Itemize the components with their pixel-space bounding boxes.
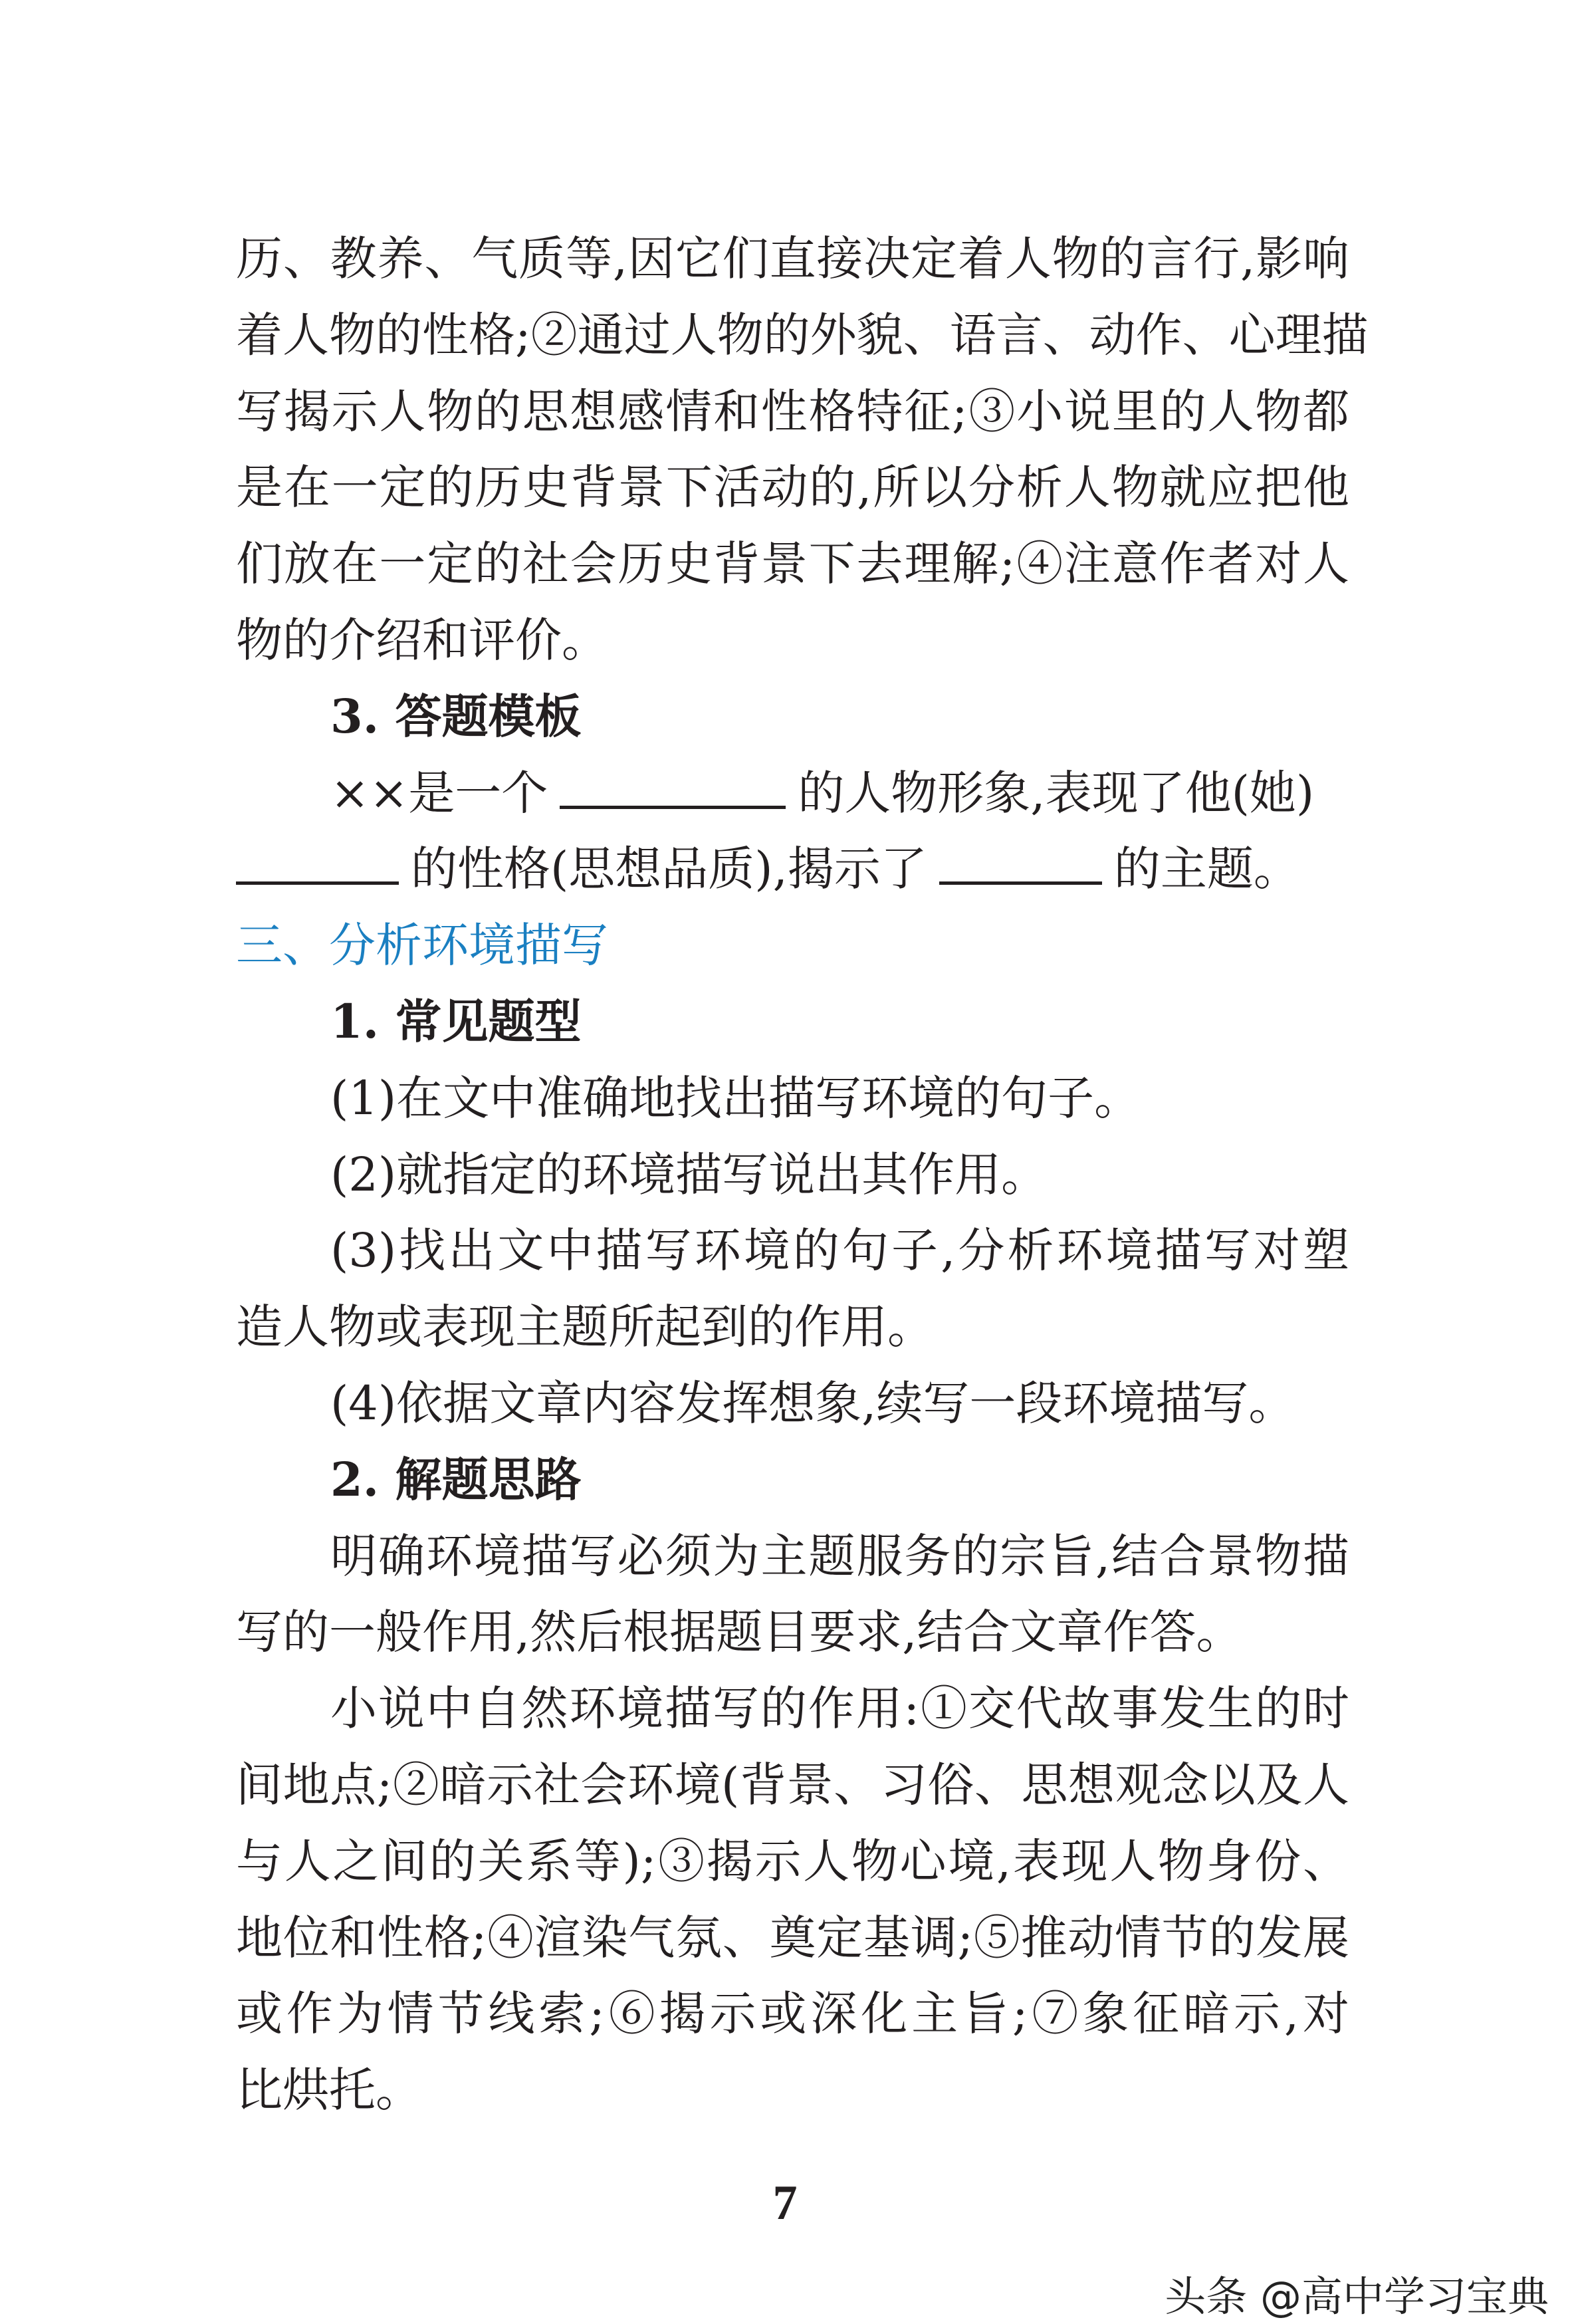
page-number: 7	[772, 2176, 798, 2230]
text-line: 们放在一定的社会历史背景下去理解;④注意作者对人	[236, 536, 1349, 592]
subheading: 1. 常见题型	[330, 993, 582, 1049]
text-line: 物的介绍和评价。	[236, 612, 608, 667]
text-line: 比烘托。	[236, 2063, 422, 2118]
text-line: 小说中自然环境描写的作用:①交代故事发生的时	[330, 1681, 1349, 1736]
text-line: 或作为情节线索;⑥揭示或深化主旨;⑦象征暗示,对	[236, 1986, 1349, 2041]
fill-blank	[236, 842, 399, 885]
template-text: 的主题。	[1113, 842, 1300, 897]
text-line: 写的一般作用,然后根据题目要求,结合文章作答。	[236, 1605, 1243, 1660]
text-line: 地位和性格;④渲染气氛、奠定基调;⑤推动情节的发展	[236, 1910, 1349, 1965]
watermark: 头条 @高中学习宝典	[1165, 2272, 1549, 2321]
text-line: 是在一定的历史背景下活动的,所以分析人物就应把他	[236, 460, 1349, 515]
text-line: 写揭示人物的思想感情和性格特征;③小说里的人物都	[236, 384, 1349, 439]
page-body	[236, 221, 1369, 2129]
fill-blank	[560, 766, 786, 809]
template-text: 的性格(思想品质),揭示了	[411, 842, 927, 897]
template-text: 的人物形象,表现了他(她)	[798, 765, 1315, 820]
template-text: ××是一个	[330, 765, 548, 820]
section-heading: 三、分析环境描写	[236, 918, 608, 973]
text-line: 间地点;②暗示社会环境(背景、习俗、思想观念以及人	[236, 1757, 1349, 1812]
text-line: (2)就指定的环境描写说出其作用。	[330, 1147, 1048, 1202]
subheading: 3. 答题模板	[330, 688, 582, 744]
text-line: 历、教养、气质等,因它们直接决定着人物的言行,影响	[236, 231, 1349, 286]
text-line: 明确环境描写必须为主题服务的宗旨,结合景物描	[330, 1528, 1349, 1583]
text-line: 着人物的性格;②通过人物的外貌、语言、动作、心理描	[236, 307, 1369, 362]
fill-blank	[939, 842, 1102, 885]
text-line: 与人之间的关系等);③揭示人物心境,表现人物身份、	[236, 1833, 1349, 1889]
text-line: (3)找出文中描写环境的句子,分析环境描写对塑	[330, 1223, 1349, 1278]
answer-template-line-1	[236, 755, 1349, 832]
text-line: (4)依据文章内容发挥想象,续写一段环境描写。	[330, 1375, 1295, 1431]
text-line: 造人物或表现主题所起到的作用。	[236, 1300, 934, 1355]
text-line: (1)在文中准确地找出描写环境的句子。	[330, 1070, 1141, 1125]
answer-template-line-2	[236, 831, 1349, 907]
subheading: 2. 解题思路	[330, 1451, 582, 1507]
